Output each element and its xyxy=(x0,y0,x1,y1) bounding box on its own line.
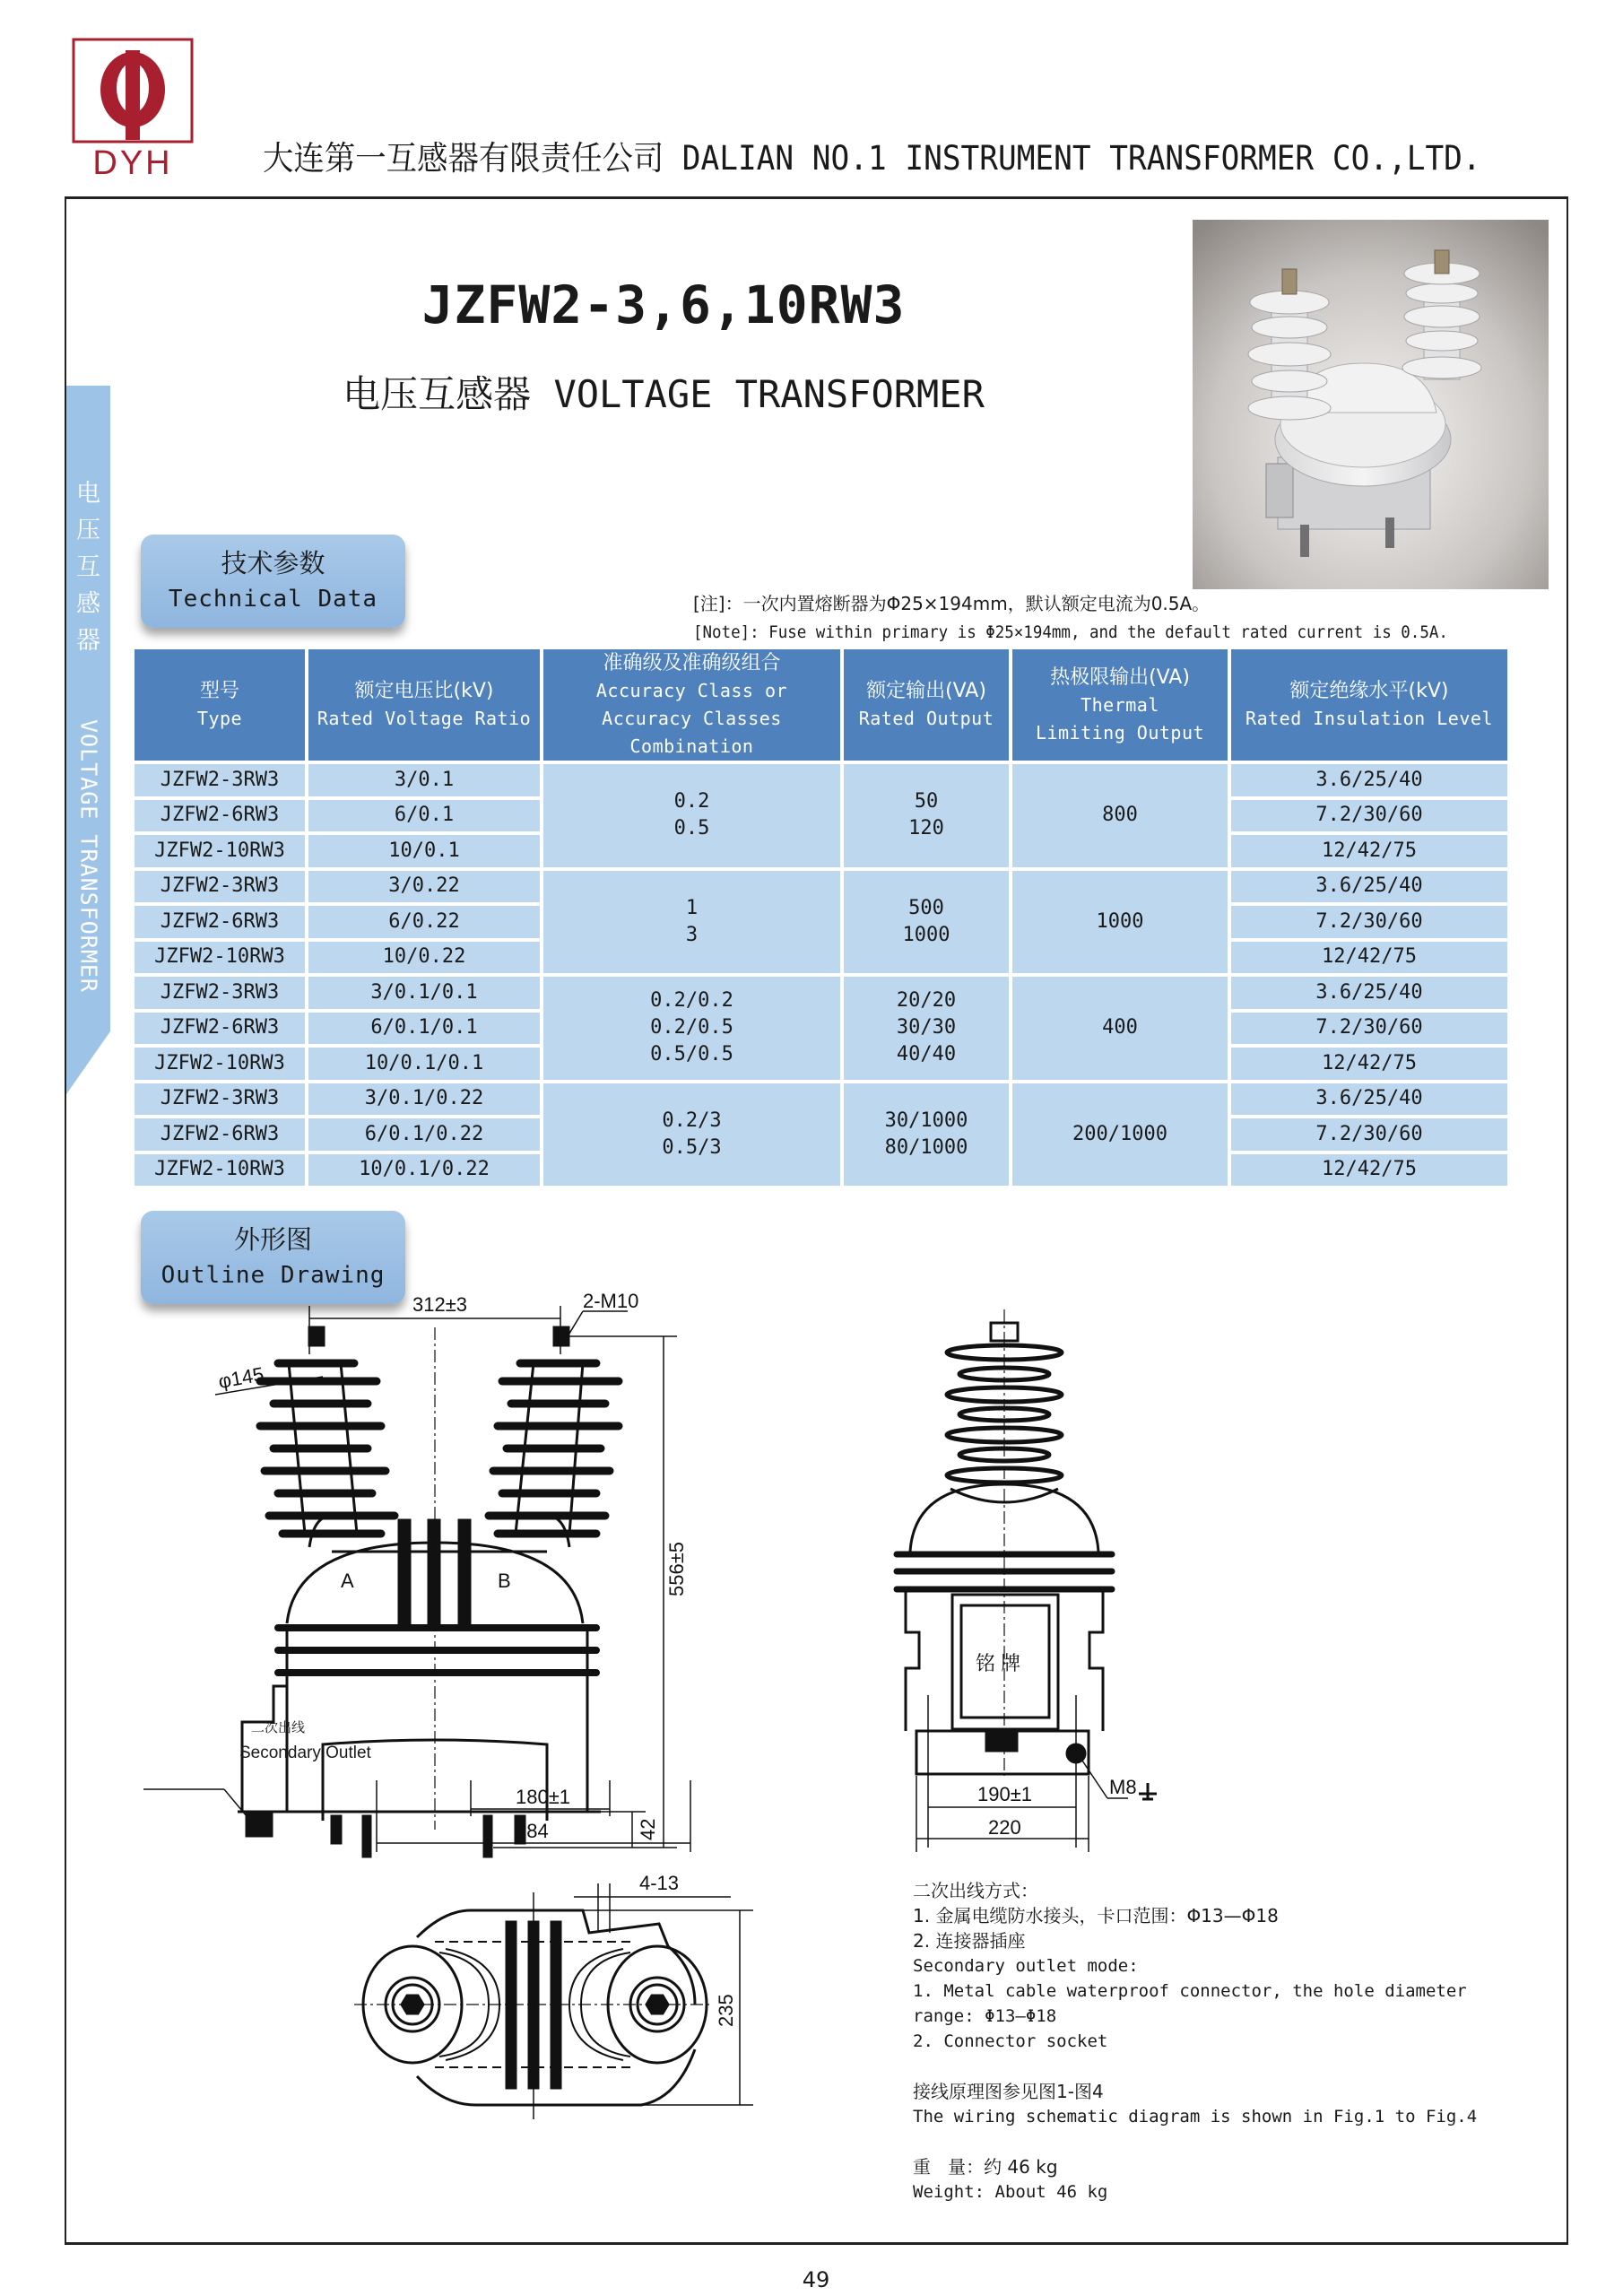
accuracy-value: 0.2/0.2 xyxy=(650,989,733,1013)
dim-height: 556±5 xyxy=(665,1541,688,1596)
cell-insulation: 3.6/25/40 xyxy=(1231,871,1507,903)
cell-ratio: 6/0.1 xyxy=(308,800,540,832)
cell-ratio: 10/0.1/0.22 xyxy=(308,1154,540,1187)
plan-view-drawing xyxy=(354,1870,785,2121)
cell-type: JZFW2-3RW3 xyxy=(135,977,305,1009)
accuracy-value: 0.5 xyxy=(673,817,710,840)
column-header-cn: 准确级及准确级组合 xyxy=(603,652,781,674)
cell-type: JZFW2-10RW3 xyxy=(135,1048,305,1080)
cell-ratio: 10/0.1 xyxy=(308,835,540,867)
column-header-ratio xyxy=(308,649,540,761)
column-header-cn: 额定输出(VA) xyxy=(866,680,986,702)
cell-type: JZFW2-3RW3 xyxy=(135,764,305,796)
cell-ratio: 6/0.22 xyxy=(308,906,540,938)
dim-terminal-spacing: 312±3 xyxy=(412,1293,468,1316)
company-name-cn: 大连第一互感器有限责任公司 xyxy=(263,139,664,178)
dim-holes: 4-13 xyxy=(639,1872,680,1894)
page-subtitle xyxy=(269,365,1058,419)
column-header-cn: 型号 xyxy=(199,680,239,702)
outlet-item1-en-line1: 1. Metal cable waterproof connector, the hole diameter xyxy=(913,1981,1467,2001)
dim-base-height: 42 xyxy=(637,1818,659,1840)
cell-insulation: 7.2/30/60 xyxy=(1231,906,1507,938)
cell-type: JZFW2-3RW3 xyxy=(135,1083,305,1116)
cell-rated-output xyxy=(844,871,1009,974)
sidebar-label-en: VOLTAGE TRANSFORMER xyxy=(75,719,101,993)
column-header-cn: 额定电压比(kV) xyxy=(354,680,494,702)
column-header-type xyxy=(135,649,305,761)
column-header-en: Rated Output xyxy=(858,708,994,729)
wiring-note-cn: 接线原理图参见图1-图4 xyxy=(913,2081,1104,2102)
outlet-item1-cn: 1. 金属电缆防水接头，卡口范围：Φ13—Φ18 xyxy=(913,1905,1279,1926)
column-header-thermal xyxy=(1012,649,1228,761)
sidebar-char: 互 xyxy=(76,553,100,581)
cell-type: JZFW2-6RW3 xyxy=(135,1013,305,1045)
cell-insulation: 3.6/25/40 xyxy=(1231,764,1507,796)
badge-title-en: Technical Data xyxy=(168,586,378,613)
sidebar-char: 器 xyxy=(76,627,100,655)
cell-accuracy xyxy=(543,1083,840,1187)
rated-output-value: 40/40 xyxy=(896,1043,957,1066)
secondary-outlet-label-en: Secondary Outlet xyxy=(239,1744,371,1762)
terminal-a-label: A xyxy=(341,1570,354,1592)
dim-base-width: 384 xyxy=(516,1820,549,1842)
technical-data-table xyxy=(131,646,1511,1189)
wiring-note-en: The wiring schematic diagram is shown in Fig.1 to Fig.4 xyxy=(913,2107,1478,2126)
page-title: JZFW2-3,6,10RW3 xyxy=(421,274,906,335)
cell-accuracy xyxy=(543,871,840,974)
secondary-outlet-label-cn: 二次出线 xyxy=(251,1720,306,1735)
cell-insulation: 12/42/75 xyxy=(1231,942,1507,974)
product-photo xyxy=(1193,220,1549,589)
page-number: 49 xyxy=(802,2267,830,2292)
cell-ratio: 3/0.1 xyxy=(308,764,540,796)
dim-side-base-depth: 220 xyxy=(988,1816,1021,1839)
weight-cn: 重 量：约 46 kg xyxy=(913,2156,1058,2178)
badge-title-cn: 外形图 xyxy=(233,1224,312,1255)
svg-text:DYH: DYH xyxy=(92,144,173,182)
rated-output-value: 1000 xyxy=(902,923,950,946)
sidebar-char: 感 xyxy=(76,590,100,618)
company-logo xyxy=(72,38,194,182)
cell-type: JZFW2-3RW3 xyxy=(135,871,305,903)
rated-output-value: 20/20 xyxy=(896,989,957,1013)
column-header-en: Type xyxy=(196,708,243,729)
cell-accuracy xyxy=(543,764,840,867)
cell-type: JZFW2-10RW3 xyxy=(135,942,305,974)
ground-thread-label: M8 xyxy=(1109,1776,1137,1798)
subtitle-en: VOLTAGE TRANSFORMER xyxy=(553,372,985,416)
accuracy-value: 0.2/0.5 xyxy=(650,1016,733,1039)
terminal-b-label: B xyxy=(498,1570,511,1592)
company-name xyxy=(263,131,1481,179)
cell-rated-output xyxy=(844,1083,1009,1187)
cell-thermal-limit: 1000 xyxy=(1012,871,1228,974)
dim-terminal-thread: 2-M10 xyxy=(583,1290,639,1312)
cell-type: JZFW2-10RW3 xyxy=(135,835,305,867)
badge-title-en: Outline Drawing xyxy=(161,1262,386,1289)
column-header-insulation xyxy=(1231,649,1507,761)
cell-ratio: 6/0.1/0.22 xyxy=(308,1118,540,1151)
cell-type: JZFW2-10RW3 xyxy=(135,1154,305,1187)
sidebar-char: 压 xyxy=(76,517,100,544)
accuracy-value: 0.2/3 xyxy=(662,1109,722,1132)
accuracy-value: 3 xyxy=(685,923,699,946)
cell-ratio: 10/0.22 xyxy=(308,942,540,974)
cell-type: JZFW2-6RW3 xyxy=(135,906,305,938)
rated-output-value: 50 xyxy=(914,790,939,813)
rated-output-value: 80/1000 xyxy=(884,1135,968,1159)
cell-thermal-limit: 800 xyxy=(1012,764,1228,867)
cell-insulation: 12/42/75 xyxy=(1231,1154,1507,1187)
sidebar-label-en-wrap xyxy=(66,719,110,993)
cell-ratio: 3/0.22 xyxy=(308,871,540,903)
cell-ratio: 10/0.1/0.1 xyxy=(308,1048,540,1080)
column-header-accuracy xyxy=(543,649,840,761)
cell-insulation: 7.2/30/60 xyxy=(1231,1013,1507,1045)
weight-en: Weight: About 46 kg xyxy=(913,2182,1108,2202)
fuse-note-en: [Note]: Fuse within primary is Φ25×194mm, and the default rated current is 0.5A. xyxy=(693,622,1448,642)
secondary-outlet-notes xyxy=(913,1878,1532,2205)
cell-insulation: 7.2/30/60 xyxy=(1231,800,1507,832)
cell-type: JZFW2-6RW3 xyxy=(135,1118,305,1151)
cell-thermal-limit: 200/1000 xyxy=(1012,1083,1228,1187)
sidebar-label-cn xyxy=(66,475,110,659)
rated-output-value: 500 xyxy=(908,896,944,919)
column-header-en: Rated Insulation Level xyxy=(1245,708,1493,729)
cell-insulation: 3.6/25/40 xyxy=(1231,1083,1507,1116)
cell-rated-output xyxy=(844,977,1009,1080)
ground-icon xyxy=(1139,1783,1157,1799)
cell-insulation: 3.6/25/40 xyxy=(1231,977,1507,1009)
accuracy-value: 0.5/0.5 xyxy=(650,1043,733,1066)
table-row xyxy=(135,871,1507,903)
accuracy-value: 0.2 xyxy=(673,790,710,813)
rated-output-value: 120 xyxy=(908,817,944,840)
company-name-en: DALIAN NO.1 INSTRUMENT TRANSFORMER CO.,LTD. xyxy=(681,139,1481,178)
cell-insulation: 12/42/75 xyxy=(1231,1048,1507,1080)
column-header-en: Accuracy Class or Accuracy Classes Combination xyxy=(595,680,788,757)
cell-ratio: 3/0.1/0.1 xyxy=(308,977,540,1009)
outlet-item2-cn: 2. 连接器插座 xyxy=(913,1930,1026,1952)
accuracy-value: 1 xyxy=(685,896,699,919)
nameplate-label: 铭 牌 xyxy=(976,1652,1021,1674)
section-badge-outline-drawing xyxy=(141,1211,405,1304)
column-header-rated-output xyxy=(844,649,1009,761)
cell-insulation: 7.2/30/60 xyxy=(1231,1118,1507,1151)
dim-mount-spacing: 180±1 xyxy=(516,1786,571,1808)
badge-title-cn: 技术参数 xyxy=(221,548,325,578)
cell-type: JZFW2-6RW3 xyxy=(135,800,305,832)
accuracy-value: 0.5/3 xyxy=(662,1135,722,1159)
column-header-cn: 热极限输出(VA) xyxy=(1050,665,1190,689)
subtitle-cn: 电压互感器 xyxy=(343,372,532,416)
rated-output-value: 30/30 xyxy=(896,1016,957,1039)
table-row xyxy=(135,977,1507,1009)
table-row xyxy=(135,1083,1507,1116)
front-base-dims xyxy=(368,1780,699,1857)
cell-thermal-limit: 400 xyxy=(1012,977,1228,1080)
side-elevation-drawing xyxy=(888,1309,1184,1857)
table-row xyxy=(135,764,1507,796)
cell-accuracy xyxy=(543,977,840,1080)
fuse-note-cn: [注]：一次内置熔断器为Φ25×194mm，默认额定电流为0.5A。 xyxy=(693,593,1211,614)
sidebar-char: 电 xyxy=(76,480,100,508)
dim-side-mount-spacing: 190±1 xyxy=(977,1783,1033,1805)
section-badge-technical-data xyxy=(141,535,405,628)
outlet-item1-en-line2: range: Φ13—Φ18 xyxy=(913,2006,1057,2026)
column-header-en: Thermal Limiting Output xyxy=(1035,693,1205,744)
outlet-title-cn: 二次出线方式： xyxy=(913,1880,1038,1901)
rated-output-value: 30/1000 xyxy=(884,1109,968,1132)
cell-rated-output xyxy=(844,764,1009,867)
cell-ratio: 6/0.1/0.1 xyxy=(308,1013,540,1045)
column-header-cn: 额定绝缘水平(kV) xyxy=(1289,680,1449,702)
outlet-title-en: Secondary outlet mode: xyxy=(913,1956,1139,1976)
cell-ratio: 3/0.1/0.22 xyxy=(308,1083,540,1116)
cell-insulation: 12/42/75 xyxy=(1231,835,1507,867)
dim-shed-diameter: φ145 xyxy=(216,1362,266,1393)
outlet-item2-en: 2. Connector socket xyxy=(913,2031,1108,2051)
dim-plan-depth: 235 xyxy=(715,1994,737,2027)
column-header-en: Rated Voltage Ratio xyxy=(317,708,532,729)
table-header-row xyxy=(135,649,1507,761)
